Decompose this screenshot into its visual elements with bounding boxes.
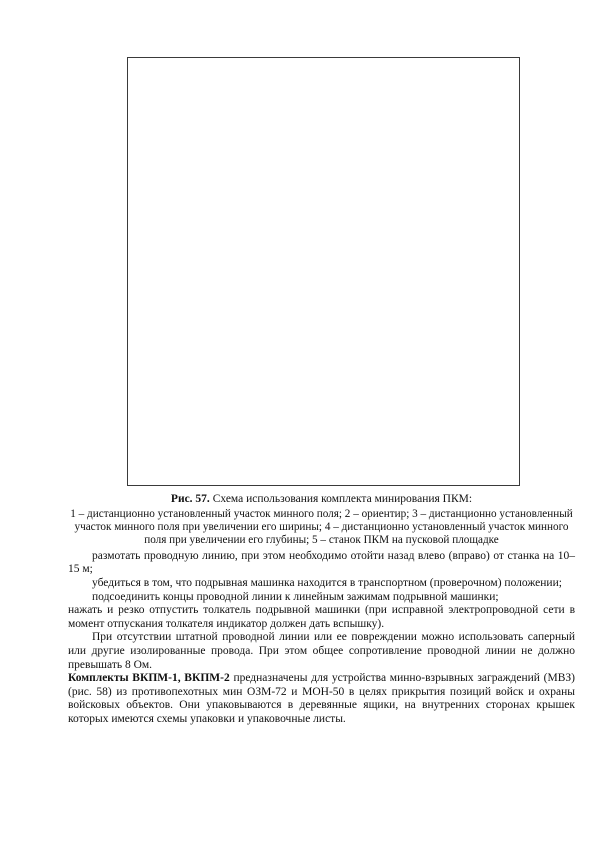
figure-placeholder	[127, 57, 520, 486]
paragraph-vkpm-lead: Комплекты ВКПМ-1, ВКПМ-2	[68, 672, 230, 685]
text-column	[68, 493, 575, 727]
figure-caption-label: Рис. 57.	[170, 493, 210, 505]
figure-legend: 1 – дистанционно установленный участок минного поля; 2 – ориентир; 3 – дистанционно установленный участок минного поля при увеличении его ширины; 4 – дистанционно установленный участок минного поля при увеличении его глубины; 5 – станок ПКМ на пусковой площадке	[70, 507, 573, 547]
figure-caption	[68, 493, 575, 507]
paragraph-vkpm-text: предназначены для устройства минно-взрывных заграждений (МВЗ) (рис. 58) из противопехотных мин ОЗМ-72 и МОН-50 в целях прикрытия позиций войск и охраны войсковых объектов. Они упаковываются в деревянные ящики, на внутренних сторонах крышек которых имеются схемы упаковки и упаковочные листы.	[68, 672, 576, 725]
instruction-item-4: нажать и резко отпустить толкатель подрывной машинки (при исправной электропроводной сети в момент отпускания толкателя индикатор должен дать вспышку).	[68, 604, 575, 630]
instruction-item-2: убедиться в том, что подрывная машинка находится в транспортном (проверочном) положении;	[92, 577, 562, 589]
paragraph-vkpm-kits	[68, 672, 575, 726]
paragraph-wire-resistance: При отсутствии штатной проводной линии или ее повреждении можно использовать саперный или другие изолированные провода. При этом общее сопротивление проводной линии не должно превышать 8 Ом.	[68, 631, 575, 671]
figure-caption-text: Схема использования комплекта минирования ПКМ:	[209, 493, 473, 505]
instruction-item-3: подсоединить концы проводной линии к линейным зажимам подрывной машинки;	[92, 590, 499, 603]
instruction-item-1: размотать проводную линию, при этом необходимо отойти назад влево (вправо) от станка на 10–15 м;	[68, 549, 575, 576]
